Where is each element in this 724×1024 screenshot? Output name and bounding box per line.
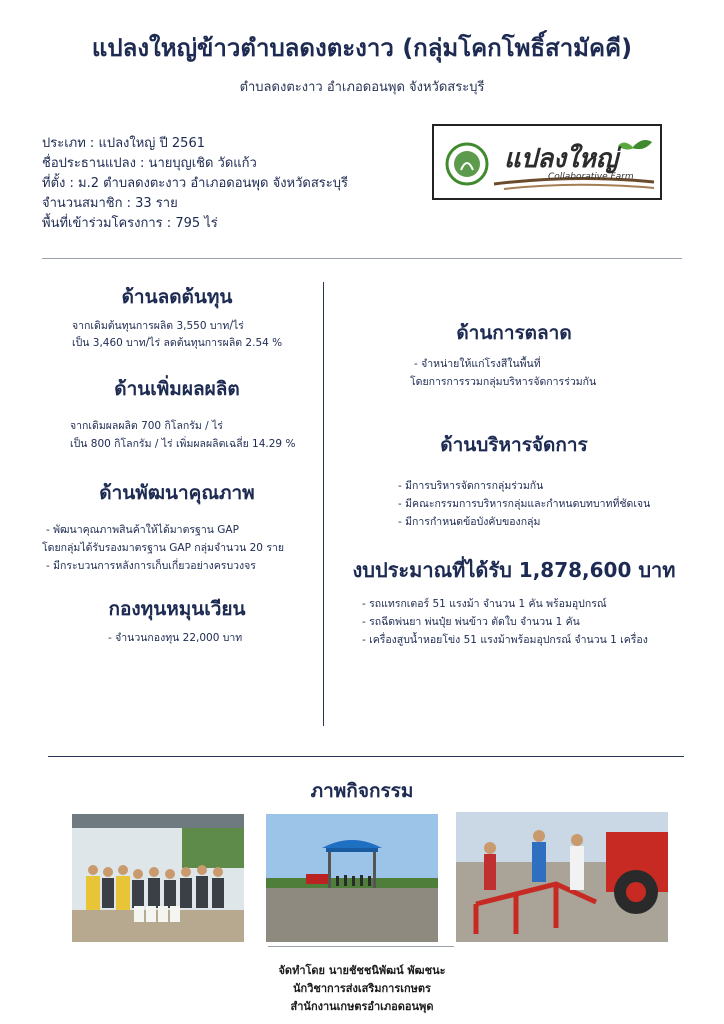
management-heading: ด้านบริหารจัดการ	[440, 434, 588, 456]
quality-line-3: - มีกระบวนการหลังการเก็บเกี่ยวอย่างครบวงจร	[46, 560, 256, 572]
cost-heading: ด้านลดต้นทุน	[121, 286, 233, 308]
cost-line-1: จากเดิมต้นทุนการผลิต 3,550 บาท/ไร่	[72, 320, 244, 332]
credit-block	[0, 962, 724, 1016]
credit-office: สำนักงานเกษตรอำเภอดอนพุด	[290, 1000, 434, 1013]
top-divider	[42, 258, 682, 259]
info-members: จำนวนสมาชิก : 33 ราย	[42, 196, 178, 211]
yield-line-2: เป็น 800 กิโลกรัม / ไร่ เพิ่มผลผลิตเฉลี่ย 14.29 %	[70, 438, 296, 450]
management-line-3: - มีการกำหนดข้อบังคับของกลุ่ม	[398, 516, 541, 528]
yield-heading: ด้านเพิ่มผลผลิต	[114, 378, 240, 400]
logo-text: แปลงใหญ่	[504, 144, 618, 174]
quality-line-1: - พัฒนาคุณภาพสินค้าให้ได้มาตรฐาน GAP	[46, 524, 239, 536]
yield-line-1: จากเดิมผลผลิต 700 กิโลกรัม / ไร่	[70, 420, 223, 432]
credit-author: จัดทำโดย นายชัชชนิพัฒน์ พัฒชนะ	[278, 964, 446, 977]
fund-heading: กองทุนหมุนเวียน	[108, 598, 246, 620]
management-line-2: - มีคณะกรรมการบริหารกลุ่มและกำหนดบทบาทที่ชัดเจน	[398, 498, 651, 510]
info-president: ชื่อประธานแปลง : นายบุญเชิด วัดแก้ว	[42, 156, 257, 171]
marketing-heading: ด้านการตลาด	[456, 322, 572, 344]
budget-line-2: - รถฉีดพ่นยา พ่นปุ๋ย พ่นข้าว ตัดใบ จำนวน 1 คัน	[362, 616, 580, 628]
bottom-divider	[48, 756, 684, 757]
info-type: ประเภท : แปลงใหญ่ ปี 2561	[42, 136, 205, 151]
marketing-line-2: โดยการการรวมกลุ่มบริหารจัดการร่วมกัน	[410, 376, 597, 388]
budget-line-3: - เครื่องสูบน้ำหอยโข่ง 51 แรงม้าพร้อมอุปกรณ์ จำนวน 1 เครื่อง	[362, 634, 648, 646]
credit-position: นักวิชาการส่งเสริมการเกษตร	[293, 982, 431, 995]
fund-line-1: - จำนวนกองทุน 22,000 บาท	[108, 632, 243, 644]
info-area: พื้นที่เข้าร่วมโครงการ : 795 ไร่	[42, 216, 218, 231]
activity-photo-tractor	[456, 812, 668, 942]
page-title: แปลงใหญ่ข้าวตำบลดงตะงาว (กลุ่มโคกโพธิ์สามัคคี)	[91, 34, 633, 62]
logo-subtext: Collaborative Farm	[548, 172, 634, 182]
collaborative-farm-logo	[432, 124, 662, 200]
marketing-line-1: - จำหน่ายให้แก่โรงสีในพื้นที่	[414, 358, 541, 370]
photo-caption-rule	[268, 946, 454, 947]
cost-line-2: เป็น 3,460 บาท/ไร่ ลดต้นทุนการผลิต 2.54 %	[72, 337, 283, 349]
activity-photo-group	[72, 814, 244, 942]
info-location: ที่ตั้ง : ม.2 ตำบลดงตะงาว อำเภอดอนพุด จังหวัดสระบุรี	[42, 176, 348, 191]
page-subtitle: ตำบลดงตะงาว อำเภอดอนพุด จังหวัดสระบุรี	[239, 80, 485, 95]
farm-info	[42, 134, 422, 234]
budget-heading: งบประมาณที่ได้รับ 1,878,600 บาท	[352, 558, 676, 582]
quality-heading: ด้านพัฒนาคุณภาพ	[99, 482, 255, 504]
gallery-title: ภาพกิจกรรม	[310, 780, 414, 802]
quality-line-2: โดยกลุ่มได้รับรองมาตรฐาน GAP กลุ่มจำนวน 20 ราย	[42, 542, 285, 554]
column-divider	[323, 282, 324, 726]
management-line-1: - มีการบริหารจัดการกลุ่มร่วมกัน	[398, 480, 544, 492]
activity-photo-shelter	[266, 814, 438, 942]
budget-line-1: - รถแทรกเตอร์ 51 แรงม้า จำนวน 1 คัน พร้อมอุปกรณ์	[362, 598, 607, 610]
